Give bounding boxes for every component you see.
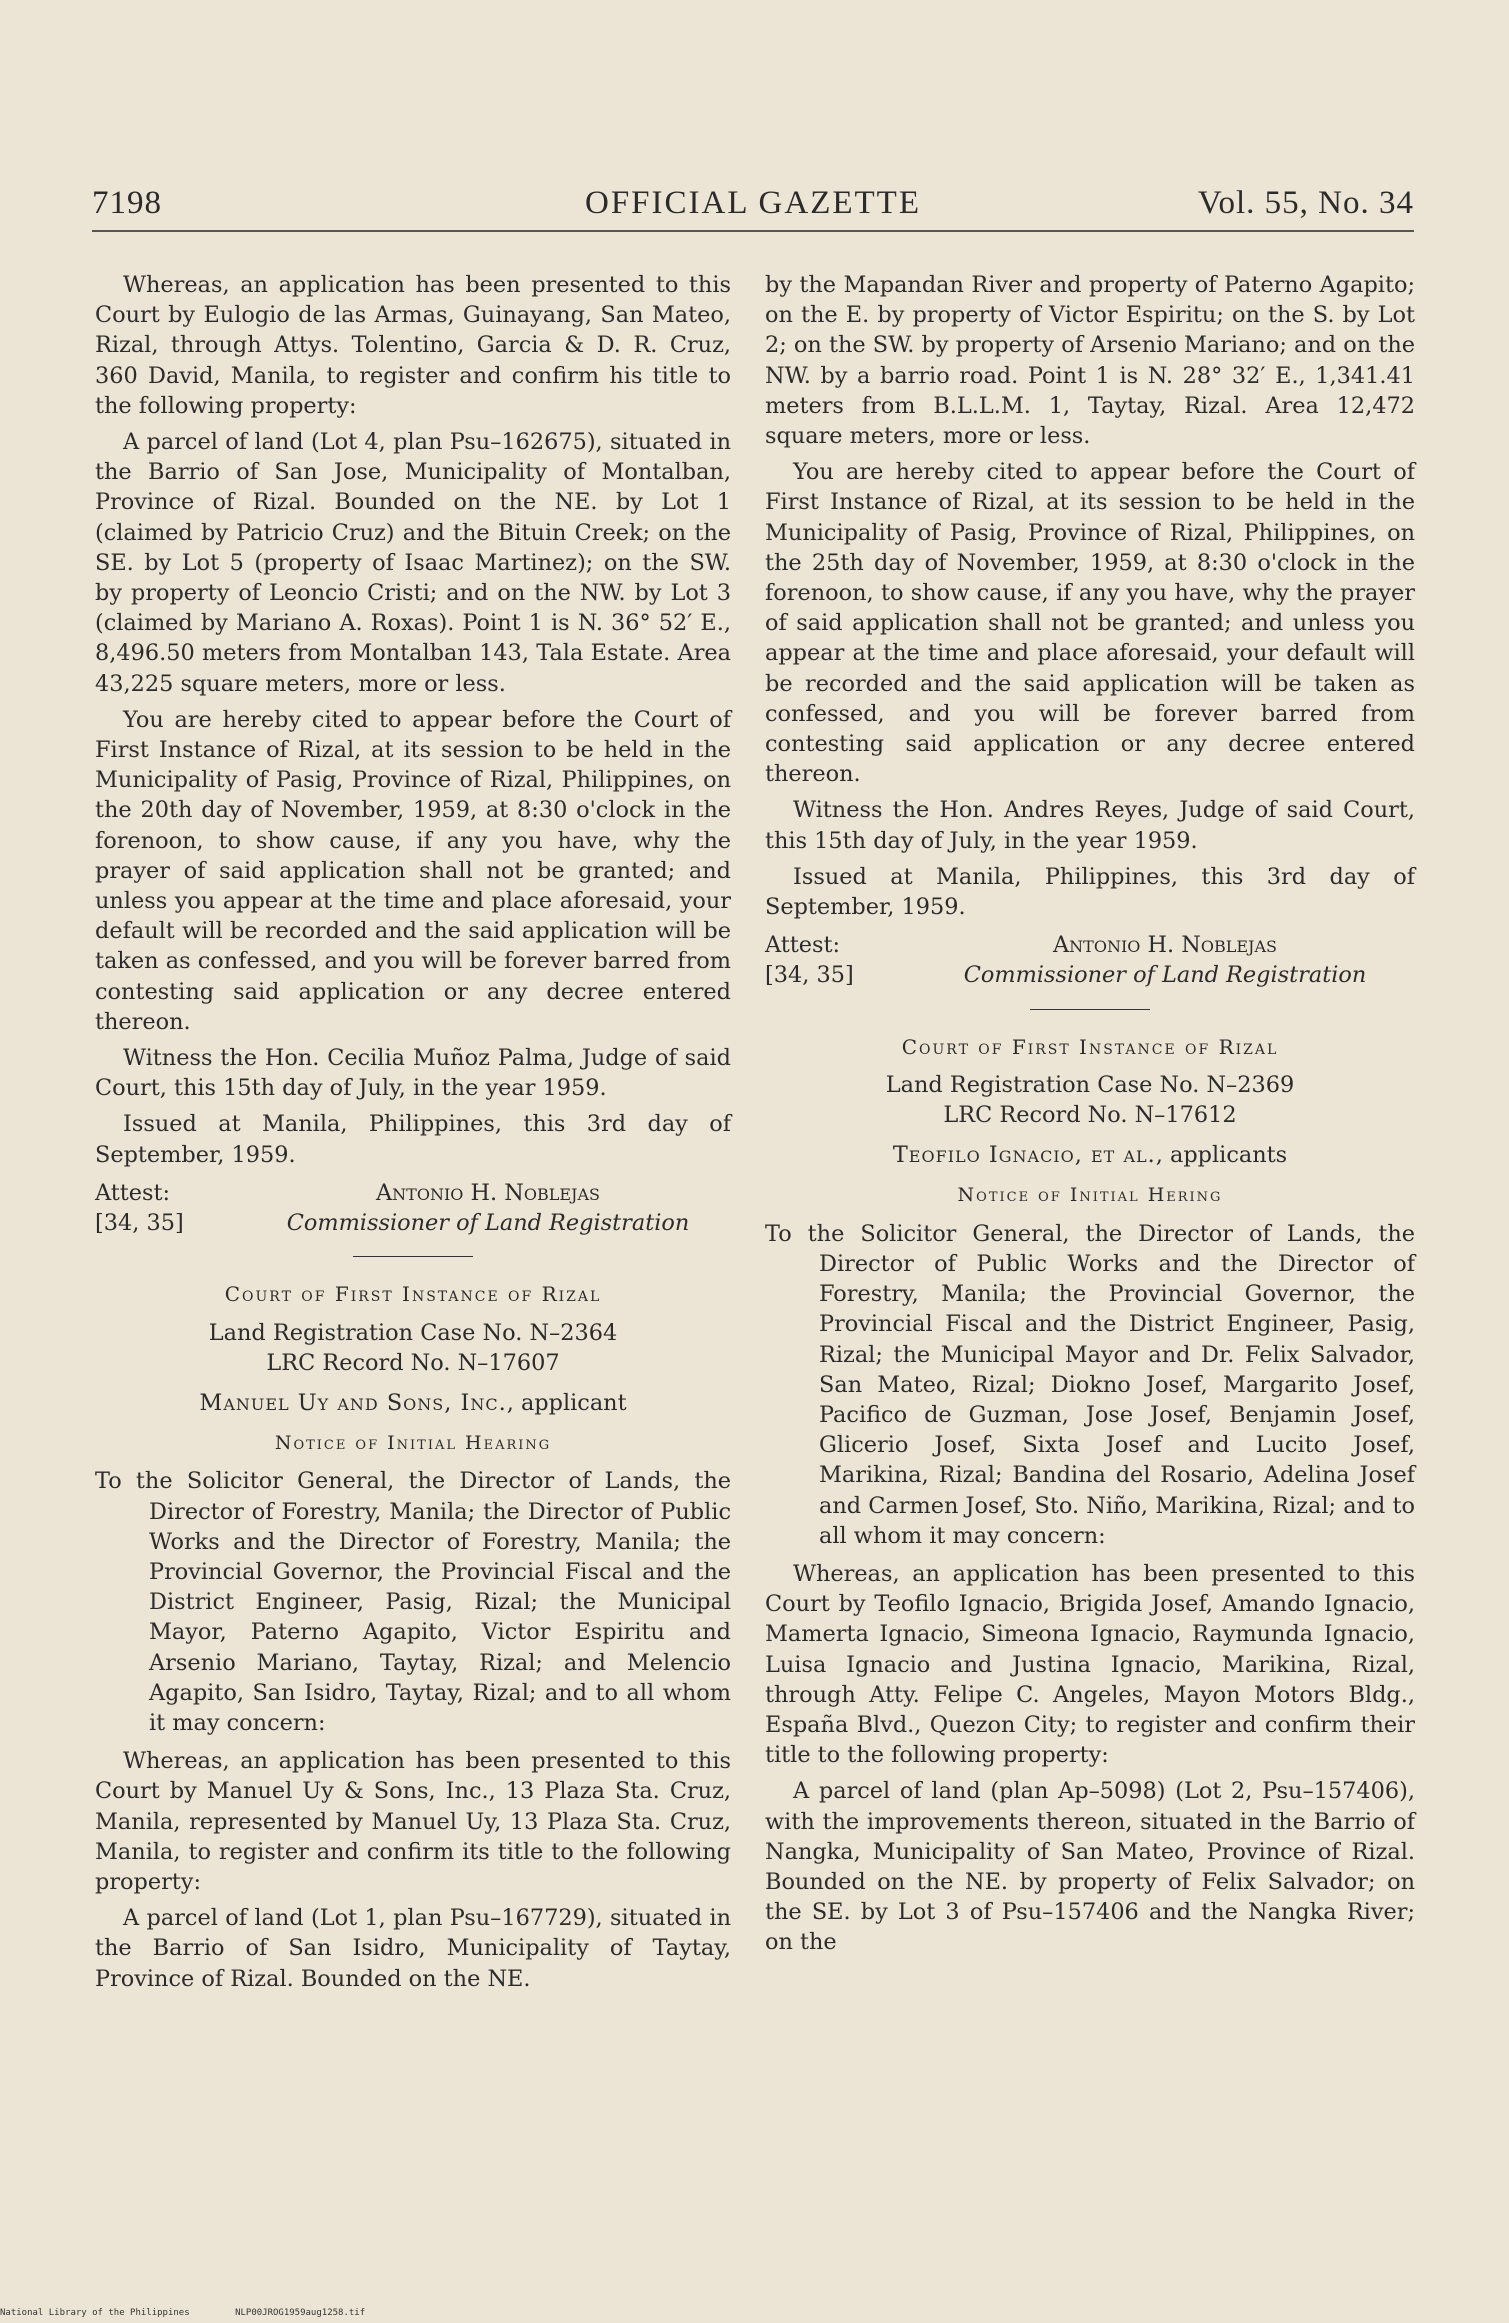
attestation: [95, 1178, 731, 1238]
page-number: 7198: [92, 185, 162, 221]
library-credit: National Library of the Philippines: [0, 2308, 190, 2318]
attest-ref: [34, 35]: [765, 962, 854, 989]
applicant-line: [765, 1140, 1415, 1170]
volume-issue: Vol. 55, No. 34: [1197, 185, 1414, 221]
paragraph: Whereas, an application has been presented to this Court by Teofilo Ignacio, Brigida Josef, Amando Ignacio, Mamerta Ignacio, Simeona Ignacio, Raymunda Ignacio, Luisa Ignacio and Justina Ignacio, Marikina, Rizal, through Atty. Felipe C. Angeles, Mayon Motors Bldg., España Blvd., Quezon City; to register and confirm their title to the following property:: [765, 1560, 1415, 1769]
attest-name: Antonio H. Noblejas: [376, 1179, 600, 1206]
paragraph: Issued at Manila, Philippines, this 3rd day of September, 1959.: [95, 1111, 731, 1168]
attest-label: Attest:: [765, 932, 841, 959]
paragraph: by the Mapandan River and property of Paterno Agapito; on the E. by property of Victor Espiritu; on the S. by Lot 2; on the SW. by property of Arsenio Mariano; and on the NW. by a barrio road. Point 1 is N. 28° 32′ E., 1,341.41 meters from B.L.L.M. 1, Taytay, Rizal. Area 12,472 square meters, more or less.: [765, 272, 1415, 450]
header-rule: [92, 230, 1414, 232]
paragraph: A parcel of land (Lot 1, plan Psu–167729), situated in the Barrio of San Isidro, Municipality of Taytay, Province of Rizal. Bounded on the NE.: [95, 1905, 731, 1992]
applicant-line: [95, 1388, 731, 1418]
paragraph: You are hereby cited to appear before the Court of First Instance of Rizal, at its session to be held in the Municipality of Pasig, Province of Rizal, Philippines, on the 25th day of November, 1959, at 8:30 o'clock in the forenoon, to show cause, if any you have, why the prayer of said application shall not be granted; and unless you appear at the time and place aforesaid, your default will be recorded and the said application will be taken as confessed, and you will be forever barred from contesting said application or any decree entered thereon.: [765, 459, 1415, 788]
paragraph: You are hereby cited to appear before the Court of First Instance of Rizal, at its session to be held in the Municipality of Pasig, Province of Rizal, Philippines, on the 20th day of November, 1959, at 8:30 o'clock in the forenoon, to show cause, if any you have, why the prayer of said application shall not be granted; and unless you appear at the time and place aforesaid, your default will be recorded and the said application will be taken as confessed, and you will be forever barred from contesting said application or any decree entered thereon.: [95, 706, 731, 1035]
left-column: [95, 270, 731, 2000]
applicant-name: Manuel Uy and Sons, Inc.: [199, 1389, 507, 1416]
paragraph: Witness the Hon. Cecilia Muñoz Palma, Judge of said Court, this 15th day of July, in the year 1959.: [95, 1045, 731, 1102]
court-heading: Court of First Instance of Rizal: [901, 1034, 1279, 1059]
lrc-record: LRC Record No. N–17607: [266, 1349, 560, 1376]
publication-title: OFFICIAL GAZETTE: [585, 185, 921, 221]
right-column: [765, 270, 1415, 1964]
attest-name: Antonio H. Noblejas: [1053, 932, 1277, 959]
attest-role: Commissioner of Land Registration: [286, 1210, 690, 1237]
paragraph: Issued at Manila, Philippines, this 3rd day of September, 1959.: [765, 863, 1415, 921]
paragraph: Whereas, an application has been presented to this Court by Eulogio de las Armas, Guinayang, San Mateo, Rizal, through Attys. Tolentino, Garcia & D. R. Cruz, 360 David, Manila, to register and confirm his title to the following property:: [95, 272, 731, 419]
court-heading: Court of First Instance of Rizal: [224, 1282, 602, 1307]
section-divider: [1030, 1009, 1150, 1010]
paragraph: A parcel of land (plan Ap–5098) (Lot 2, Psu–157406), with the improvements thereon, situated in the Barrio of Nangka, Municipality of San Mateo, Province of Rizal. Bounded on the NE. by property of Felix Salvador; on the SE. by Lot 3 of Psu–157406 and the Nangka River; on the: [765, 1778, 1415, 1956]
attest-ref: [34, 35]: [95, 1210, 184, 1237]
file-name: NLP00JROG1959aug1258.tif: [235, 2308, 366, 2318]
case-number: Land Registration Case No. N–2369: [885, 1071, 1295, 1098]
section-divider: [353, 1256, 473, 1257]
applicant-name: Teofilo Ignacio, et al.: [892, 1142, 1156, 1169]
applicant-suffix: , applicant: [506, 1389, 627, 1416]
applicant-suffix: , applicants: [1155, 1142, 1288, 1169]
notice-heading: Notice of Initial Hearing: [274, 1432, 552, 1455]
paragraph: Whereas, an application has been presented to this Court by Manuel Uy & Sons, Inc., 13 Plaza Sta. Cruz, Manila, represented by Manuel Uy, 13 Plaza Sta. Cruz, Manila, to register and confirm its title to the following property:: [95, 1748, 731, 1895]
scan-footer: [0, 2308, 405, 2318]
attestation: [765, 930, 1415, 990]
page-header: [92, 185, 1414, 225]
case-number: Land Registration Case No. N–2364: [208, 1319, 618, 1346]
paragraph: A parcel of land (Lot 4, plan Psu–162675), situated in the Barrio of San Jose, Municipality of Montalban, Province of Rizal. Bounded on the NE. by Lot 1 (claimed by Patricio Cruz) and the Bituin Creek; on the SE. by Lot 5 (property of Isaac Martinez); on the SW. by property of Leoncio Cristi; and on the NW. by Lot 3 (claimed by Mariano A. Roxas). Point 1 is N. 36° 52′ E., 8,496.50 meters from Montalban 143, Tala Estate. Area 43,225 square meters, more or less.: [95, 429, 731, 697]
paragraph: Witness the Hon. Andres Reyes, Judge of said Court, this 15th day of July, in the year 1959.: [765, 797, 1415, 854]
notice-heading: Notice of Initial Hering: [957, 1184, 1223, 1207]
attest-role: Commissioner of Land Registration: [963, 962, 1367, 989]
lrc-record: LRC Record No. N–17612: [943, 1102, 1237, 1129]
addressees: To the Solicitor General, the Director of Lands, the Director of Public Works and the Director of Forestry, Manila; the Provincial Governor, the Provincial Fiscal and the District Engineer, Pasig, Rizal; the Municipal Mayor and Dr. Felix Salvador, San Mateo, Rizal; Diokno Josef, Margarito Josef, Pacifico de Guzman, Jose Josef, Benjamin Josef, Glicerio Josef, Sixta Josef and Lucito Josef, Marikina, Rizal; Bandina del Rosario, Adelina Josef and Carmen Josef, Sto. Niño, Marikina, Rizal; and to all whom it may concern:: [765, 1220, 1415, 1549]
attest-label: Attest:: [95, 1179, 171, 1206]
addressees: To the Solicitor General, the Director of Lands, the Director of Forestry, Manila; the Director of Public Works and the Director of Forestry, Manila; the Provincial Governor, the Provincial Fiscal and the District Engineer, Pasig, Rizal; the Municipal Mayor, Paterno Agapito, Victor Espiritu and Arsenio Mariano, Taytay, Rizal; and Melencio Agapito, San Isidro, Taytay, Rizal; and to all whom it may concern:: [95, 1468, 731, 1736]
